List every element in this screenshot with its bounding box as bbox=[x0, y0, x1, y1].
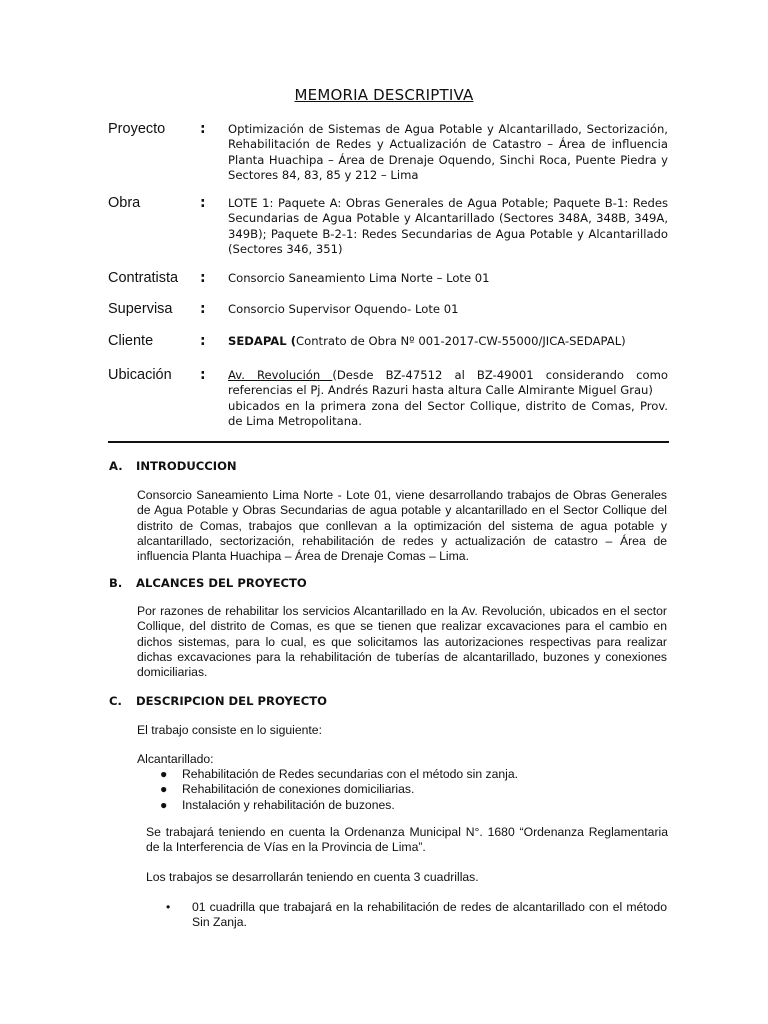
list-item-text: Rehabilitación de conexiones domiciliarias. bbox=[182, 782, 415, 797]
section-title: INTRODUCCION bbox=[136, 459, 237, 473]
field-colon: : bbox=[200, 367, 206, 383]
field-label: Obra bbox=[108, 195, 141, 211]
section-a-text: Consorcio Saneamiento Lima Norte - Lote 01, viene desarrollando trabajos de Obras Generales de Agua Potable y Obras Secundarias de agua potable y alcantarillado en el Sector Collique del distrito de Comas, trabajos que conllevan a la optimización del sistema de agua potable y alcantarillado, sectorización, rehabilitación de redes y actualización de catastro – Área de influencia Planta Huachipa – Área de Drenaje Comas – Lima. bbox=[137, 488, 667, 564]
field-value bbox=[228, 368, 668, 429]
section-letter: A. bbox=[109, 459, 123, 473]
contract-number: Contrato de Obra Nº 001-2017-CW-55000/JICA-SEDAPAL) bbox=[296, 334, 626, 348]
field-value: Consorcio Supervisor Oquendo- Lote 01 bbox=[228, 302, 459, 316]
section-c-intro: El trabajo consiste en lo siguiente: bbox=[137, 723, 322, 737]
field-colon: : bbox=[200, 195, 206, 211]
street-range: (Desde BZ-47512 al BZ-49001 considerando como referencias el Pj. Andrés Razuri hasta altura Calle Almirante Miguel Grau) bbox=[228, 368, 668, 398]
crews-intro: Los trabajos se desarrollarán teniendo en cuenta 3 cuadrillas. bbox=[146, 870, 479, 884]
list-item-text: Rehabilitación de Redes secundarias con el método sin zanja. bbox=[182, 767, 519, 781]
bullet-icon: ● bbox=[160, 797, 168, 812]
bullet-icon: • bbox=[166, 900, 171, 914]
field-value bbox=[228, 334, 668, 349]
field-colon: : bbox=[200, 333, 206, 349]
field-value: Optimización de Sistemas de Agua Potable y Alcantarillado, Sectorización, Rehabilitación de Redes y Actualización de Catastro – Área de influencia Planta Huachipa – Área de Drenaje Oquendo, Sinchi Roca, Puente Piedra y Sectores 84, 83, 85 y 212 – Lima bbox=[228, 122, 668, 182]
street-name: Av. Revolución bbox=[228, 368, 333, 382]
section-b-heading bbox=[109, 576, 307, 590]
field-colon: : bbox=[200, 301, 206, 317]
field-label: Ubicación bbox=[108, 367, 172, 383]
location-detail: ubicados en la primera zona del Sector Collique, distrito de Comas, Prov. de Lima Metropolitana. bbox=[228, 398, 668, 428]
section-letter: C. bbox=[109, 694, 122, 708]
field-label: Proyecto bbox=[108, 121, 166, 137]
section-title: ALCANCES DEL PROYECTO bbox=[136, 576, 307, 590]
section-letter: B. bbox=[109, 576, 123, 590]
field-label: Contratista bbox=[108, 270, 179, 286]
header-divider bbox=[108, 441, 669, 443]
crew-item-text: 01 cuadrilla que trabajará en la rehabilitación de redes de alcantarillado con el método Sin Zanja. bbox=[192, 900, 667, 930]
list-item bbox=[137, 767, 667, 782]
crew-list-item bbox=[168, 900, 667, 931]
bullet-icon: ● bbox=[160, 782, 168, 797]
field-value: LOTE 1: Paquete A: Obras Generales de Agua Potable; Paquete B-1: Redes Secundarias de Agua Potable y Alcantarillado (Sectores 348A, 348B, 349A, 349B); Paquete B-2-1: Redes Secundarias de Agua Potable y Alcantarillado (Sectores 346, 351) bbox=[228, 196, 668, 256]
section-title: DESCRIPCION DEL PROYECTO bbox=[136, 694, 327, 708]
section-c-heading bbox=[109, 694, 327, 708]
field-colon: : bbox=[200, 121, 206, 137]
field-label: Supervisa bbox=[108, 301, 173, 317]
field-value: Consorcio Saneamiento Lima Norte – Lote 01 bbox=[228, 271, 490, 285]
list-item bbox=[137, 798, 667, 813]
alcantarillado-list bbox=[137, 767, 667, 813]
client-name: SEDAPAL ( bbox=[228, 334, 296, 348]
field-colon: : bbox=[200, 270, 206, 286]
list-item-text: Instalación y rehabilitación de buzones. bbox=[182, 797, 395, 812]
section-b-text: Por razones de rehabilitar los servicios Alcantarillado en la Av. Revolución, ubicados en el sector Collique, del distrito de Comas, es que se tienen que realizar excavaciones para el cambio en dichos sistemas, para lo cual, es que solicitamos las autorizaciones respectivas para realizar dichas excavaciones para la rehabilitación de tuberías de alcantarillado, buzones y conexiones domiciliarias. bbox=[137, 604, 667, 680]
document-title: MEMORIA DESCRIPTIVA bbox=[294, 86, 474, 104]
ordinance-text: Se trabajará teniendo en cuenta la Ordenanza Municipal N°. 1680 “Ordenanza Reglamentaria de la Interferencia de Vías en la Provincia de Lima”. bbox=[146, 825, 668, 855]
section-a-heading bbox=[109, 459, 237, 473]
list-item bbox=[137, 782, 667, 797]
list-title: Alcantarillado: bbox=[137, 752, 214, 766]
bullet-icon: ● bbox=[160, 767, 168, 781]
field-label: Cliente bbox=[108, 333, 154, 349]
